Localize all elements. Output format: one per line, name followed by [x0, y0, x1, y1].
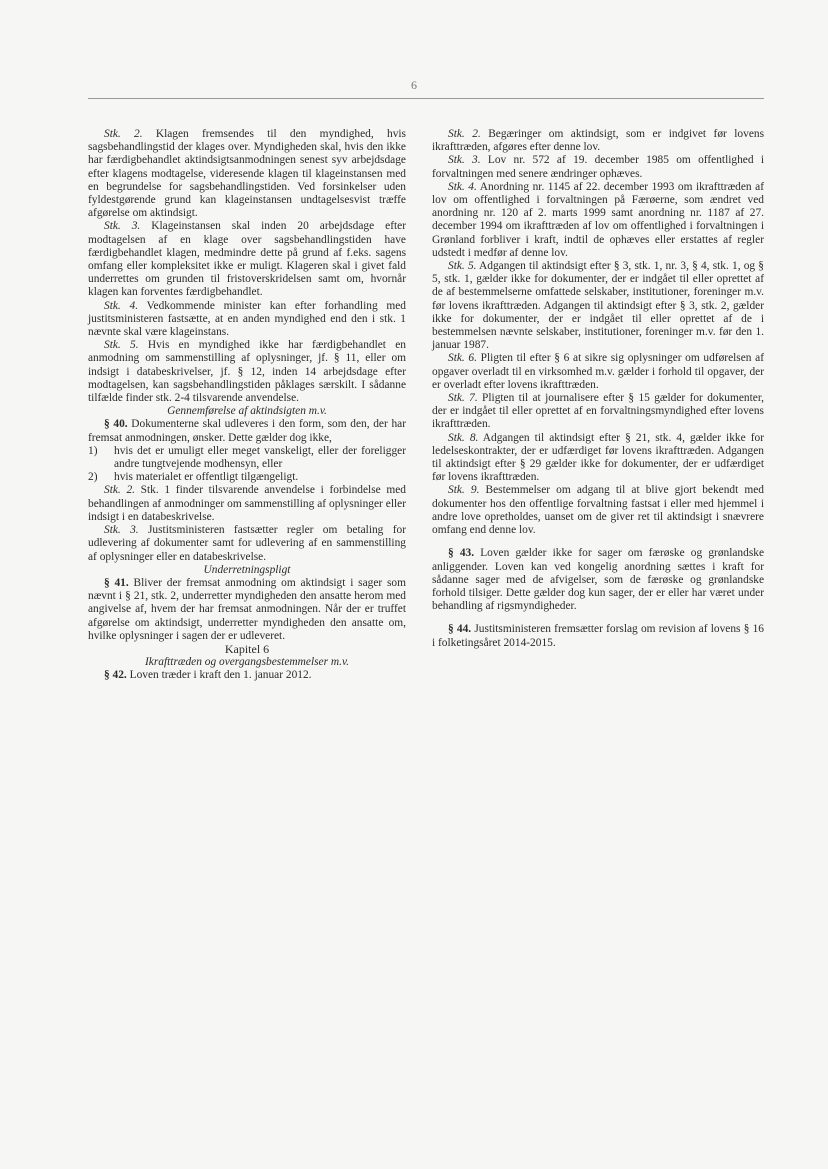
section-label: § 42. — [104, 669, 127, 682]
section-heading: Underretningspligt — [203, 563, 291, 576]
stk-label: Stk. 2. — [104, 484, 135, 497]
paragraph — [88, 669, 406, 682]
paragraph-text: Bliver der fremsat anmodning om aktindsigt i sager som nævnt i § 21, stk. 2, underretter myndigheden den ansatte herom med angivelse af, hvem der har fremsat anmodningen. Når der er truffet afgørelse om aktindsigt, underretter myndigheden den ansatte om, hvilke oplysninger i sagen der er udleveret. — [88, 576, 406, 642]
chapter-title: Kapitel 6 — [224, 641, 270, 656]
paragraph — [88, 128, 406, 220]
section-heading: Gennemførelse af aktindsigten m.v. — [167, 405, 327, 418]
paragraph — [432, 181, 764, 260]
stk-label: Stk. 5. — [448, 260, 477, 273]
stk-label: Stk. 8. — [448, 431, 479, 444]
paragraph-text: Anordning nr. 1145 af 22. december 1993 om ikrafttræden af lov om offentlighed i forvaltningen på Færøerne, som ændret ved anordning nr. 120 af 2. marts 1999 samt anordning nr. 1187 af 27. december 1994 om ikrafttræden af lov om offentlighed i forvaltningen i Grønland forbliver i kraft, indtil de ophæves eller erstattes af regler udstedt i medfør af denne lov. — [432, 180, 764, 259]
stk-label: Stk. 2. — [448, 128, 481, 140]
section-label: § 41. — [104, 576, 129, 589]
paragraph — [432, 623, 764, 649]
right-column — [432, 128, 764, 650]
stk-label: Stk. 2. — [104, 128, 143, 140]
paragraph-text: Loven træder i kraft den 1. januar 2012. — [126, 669, 312, 682]
paragraph-text: Hvis en myndighed ikke har færdigbehandlet en anmodning om sammenstilling af oplysninger, jf. § 11, eller om indsigt i databeskrivelser, jf. § 12, inden 14 arbejdsdage efter modtagelsen, kan sagsbehandlingstiden påklages særskilt. I sådanne tilfælde finder stk. 2-4 tilsvarende anvendelse. — [88, 339, 406, 405]
paragraph — [88, 220, 406, 299]
paragraph — [88, 524, 406, 564]
paragraph-text: Bestemmelser om adgang til at blive gjort bekendt med dokumenter hos den offentlige forvaltning fastsat i eller med hjemmel i andre love opretholdes, uanset om de giver ret til aktindsigt i snævrere omfang end denne lov. — [432, 484, 765, 537]
paragraph-text: Pligten til at journalisere efter § 15 gælder for dokumenter, der er indgået til eller oprettet af en forvaltningsmyndighed efter lovens ikrafttræden. — [432, 392, 765, 431]
list-number: 1) — [88, 444, 98, 457]
stk-label: Stk. 3. — [104, 524, 139, 537]
paragraph-text: Justitsministeren fastsætter regler om betaling for udlevering af dokumenter samt for udlevering af en sammenstilling af oplysninger eller en databeskrivelse. — [88, 524, 406, 563]
paragraph-text: Adgangen til aktindsigt efter § 3, stk. 1, nr. 3, § 4, stk. 1, og § 5, stk. 1, gælder ikke for dokumenter, der er indgået til eller oprettet af de af bestemmelserne omfattede selskaber, institutioner, foreninger m.v. før lovens ikrafttræden. Adgangen til aktindsigt efter § 3, stk. 2, gælder ikke for dokumenter, der er indgået til eller oprettet af de i bestemmelsen nævnte selskaber, institutioner, foreninger m.v. før den 1. januar 1987. — [432, 260, 765, 352]
paragraph-text: Loven gælder ikke for sager om færøske og grønlandske anliggender. Loven kan ved kongelig anordning sættes i kraft for sådanne sager med de afvigelser, som de færøske og grønlandske forhold tilsiger. Dette gælder dog kun sager, der er eller har været under behandling af rigsmyndigheder. — [432, 547, 765, 613]
paragraph — [432, 432, 764, 485]
paragraph-text: Dokumenterne skal udleveres i den form, som den, der har fremsat anmodningen, ønsker. Dette gælder dog ikke, — [88, 418, 406, 444]
list-number: 2) — [88, 471, 98, 484]
paragraph — [432, 547, 764, 613]
paragraph — [432, 484, 764, 537]
stk-label: Stk. 4. — [104, 299, 139, 312]
paragraph-text: Adgangen til aktindsigt efter § 21, stk. 4, gælder ikke for ledelseskontrakter, der er udfærdiget før lovens ikrafttræden. Adgangen til aktindsigt efter § 29 gælder ikke for dokumenter, der er udfærdiget før lovens ikrafttræden. — [432, 431, 765, 484]
section-label: § 44. — [448, 623, 472, 636]
section-label: § 40. — [104, 418, 128, 431]
list-text: hvis materialet er offentligt tilgængeligt. — [114, 471, 299, 484]
paragraph — [88, 577, 406, 643]
paragraph-text: Klagen fremsendes til den myndighed, hvis sagsbehandlingstid der klages over. Myndigheden skal, hvis den ikke har færdigbehandlet aktindsigtsanmodningen senest syv arbejdsdage efter klagens modtagelse, videresende klagen til klageinstansen med en begrundelse for sagsbehandlingstiden. Ved forsinkelser uden fyldestgørende grund kan klageinstansen undtagelsesvist træffe afgørelse om aktindsigt. — [88, 128, 406, 220]
stk-label: Stk. 6. — [448, 352, 477, 365]
stk-label: Stk. 3. — [104, 220, 141, 233]
list-text: hvis det er umuligt eller meget vanskeligt, eller der foreligger andre tungtvejende modhensyn, eller — [114, 444, 406, 471]
paragraph — [432, 260, 764, 352]
paragraph-text: Vedkommende minister kan efter forhandling med justitsministeren fastsætte, at en anden myndighed end den i stk. 1 nævnte skal være klageinstans. — [88, 299, 406, 339]
stk-label: Stk. 9. — [448, 484, 480, 497]
paragraph-text: Lov nr. 572 af 19. december 1985 om offentlighed i forvaltningen med senere ændringer ophæves. — [432, 154, 765, 180]
header-rule — [88, 98, 764, 99]
paragraph — [88, 300, 406, 340]
paragraph — [432, 154, 764, 180]
paragraph — [432, 392, 764, 432]
list-item — [88, 471, 406, 484]
paragraph-text: Pligten til efter § 6 at sikre sig oplysninger om udførelsen af opgaver overladt til en virksomhed m.v. gælder i forhold til opgaver, der er overladt efter lovens ikrafttræden. — [432, 352, 764, 391]
paragraph — [88, 339, 406, 405]
left-column — [88, 128, 406, 683]
page-number: 6 — [411, 78, 417, 92]
stk-label: Stk. 4. — [448, 180, 477, 193]
paragraph-text: Klageinstansen skal inden 20 arbejdsdage efter modtagelsen af en klage over sagsbehandlingstiden have færdigbehandlet klagen, medmindre dette på grund af f.eks. sagens omfang eller kompleksitet ikke er muligt. Klageren skal i givet fald underrettes om grunden til fristoverskridelsen samt om, hvornår klagen kan forventes færdigbehandlet. — [88, 220, 406, 299]
paragraph — [432, 352, 764, 392]
paragraph — [88, 418, 406, 444]
paragraph-text: Begæringer om aktindsigt, som er indgivet før lovens ikrafttræden, afgøres efter denne lov. — [432, 128, 765, 154]
chapter-subtitle: Ikrafttræden og overgangsbestemmelser m.v. — [144, 656, 350, 669]
list-item — [88, 445, 406, 471]
stk-label: Stk. 3. — [448, 154, 481, 167]
paragraph-text: Justitsministeren fremsætter forslag om revision af lovens § 16 i folketingsåret 2014-2015. — [432, 623, 764, 649]
paragraph-text: Stk. 1 finder tilsvarende anvendelse i forbindelse med behandlingen af anmodninger om sammenstilling af oplysninger eller indsigt i en databeskrivelse. — [88, 484, 407, 523]
stk-label: Stk. 7. — [448, 392, 478, 405]
stk-label: Stk. 5. — [104, 339, 139, 352]
paragraph — [88, 484, 406, 524]
paragraph — [432, 128, 764, 154]
section-label: § 43. — [448, 547, 475, 560]
